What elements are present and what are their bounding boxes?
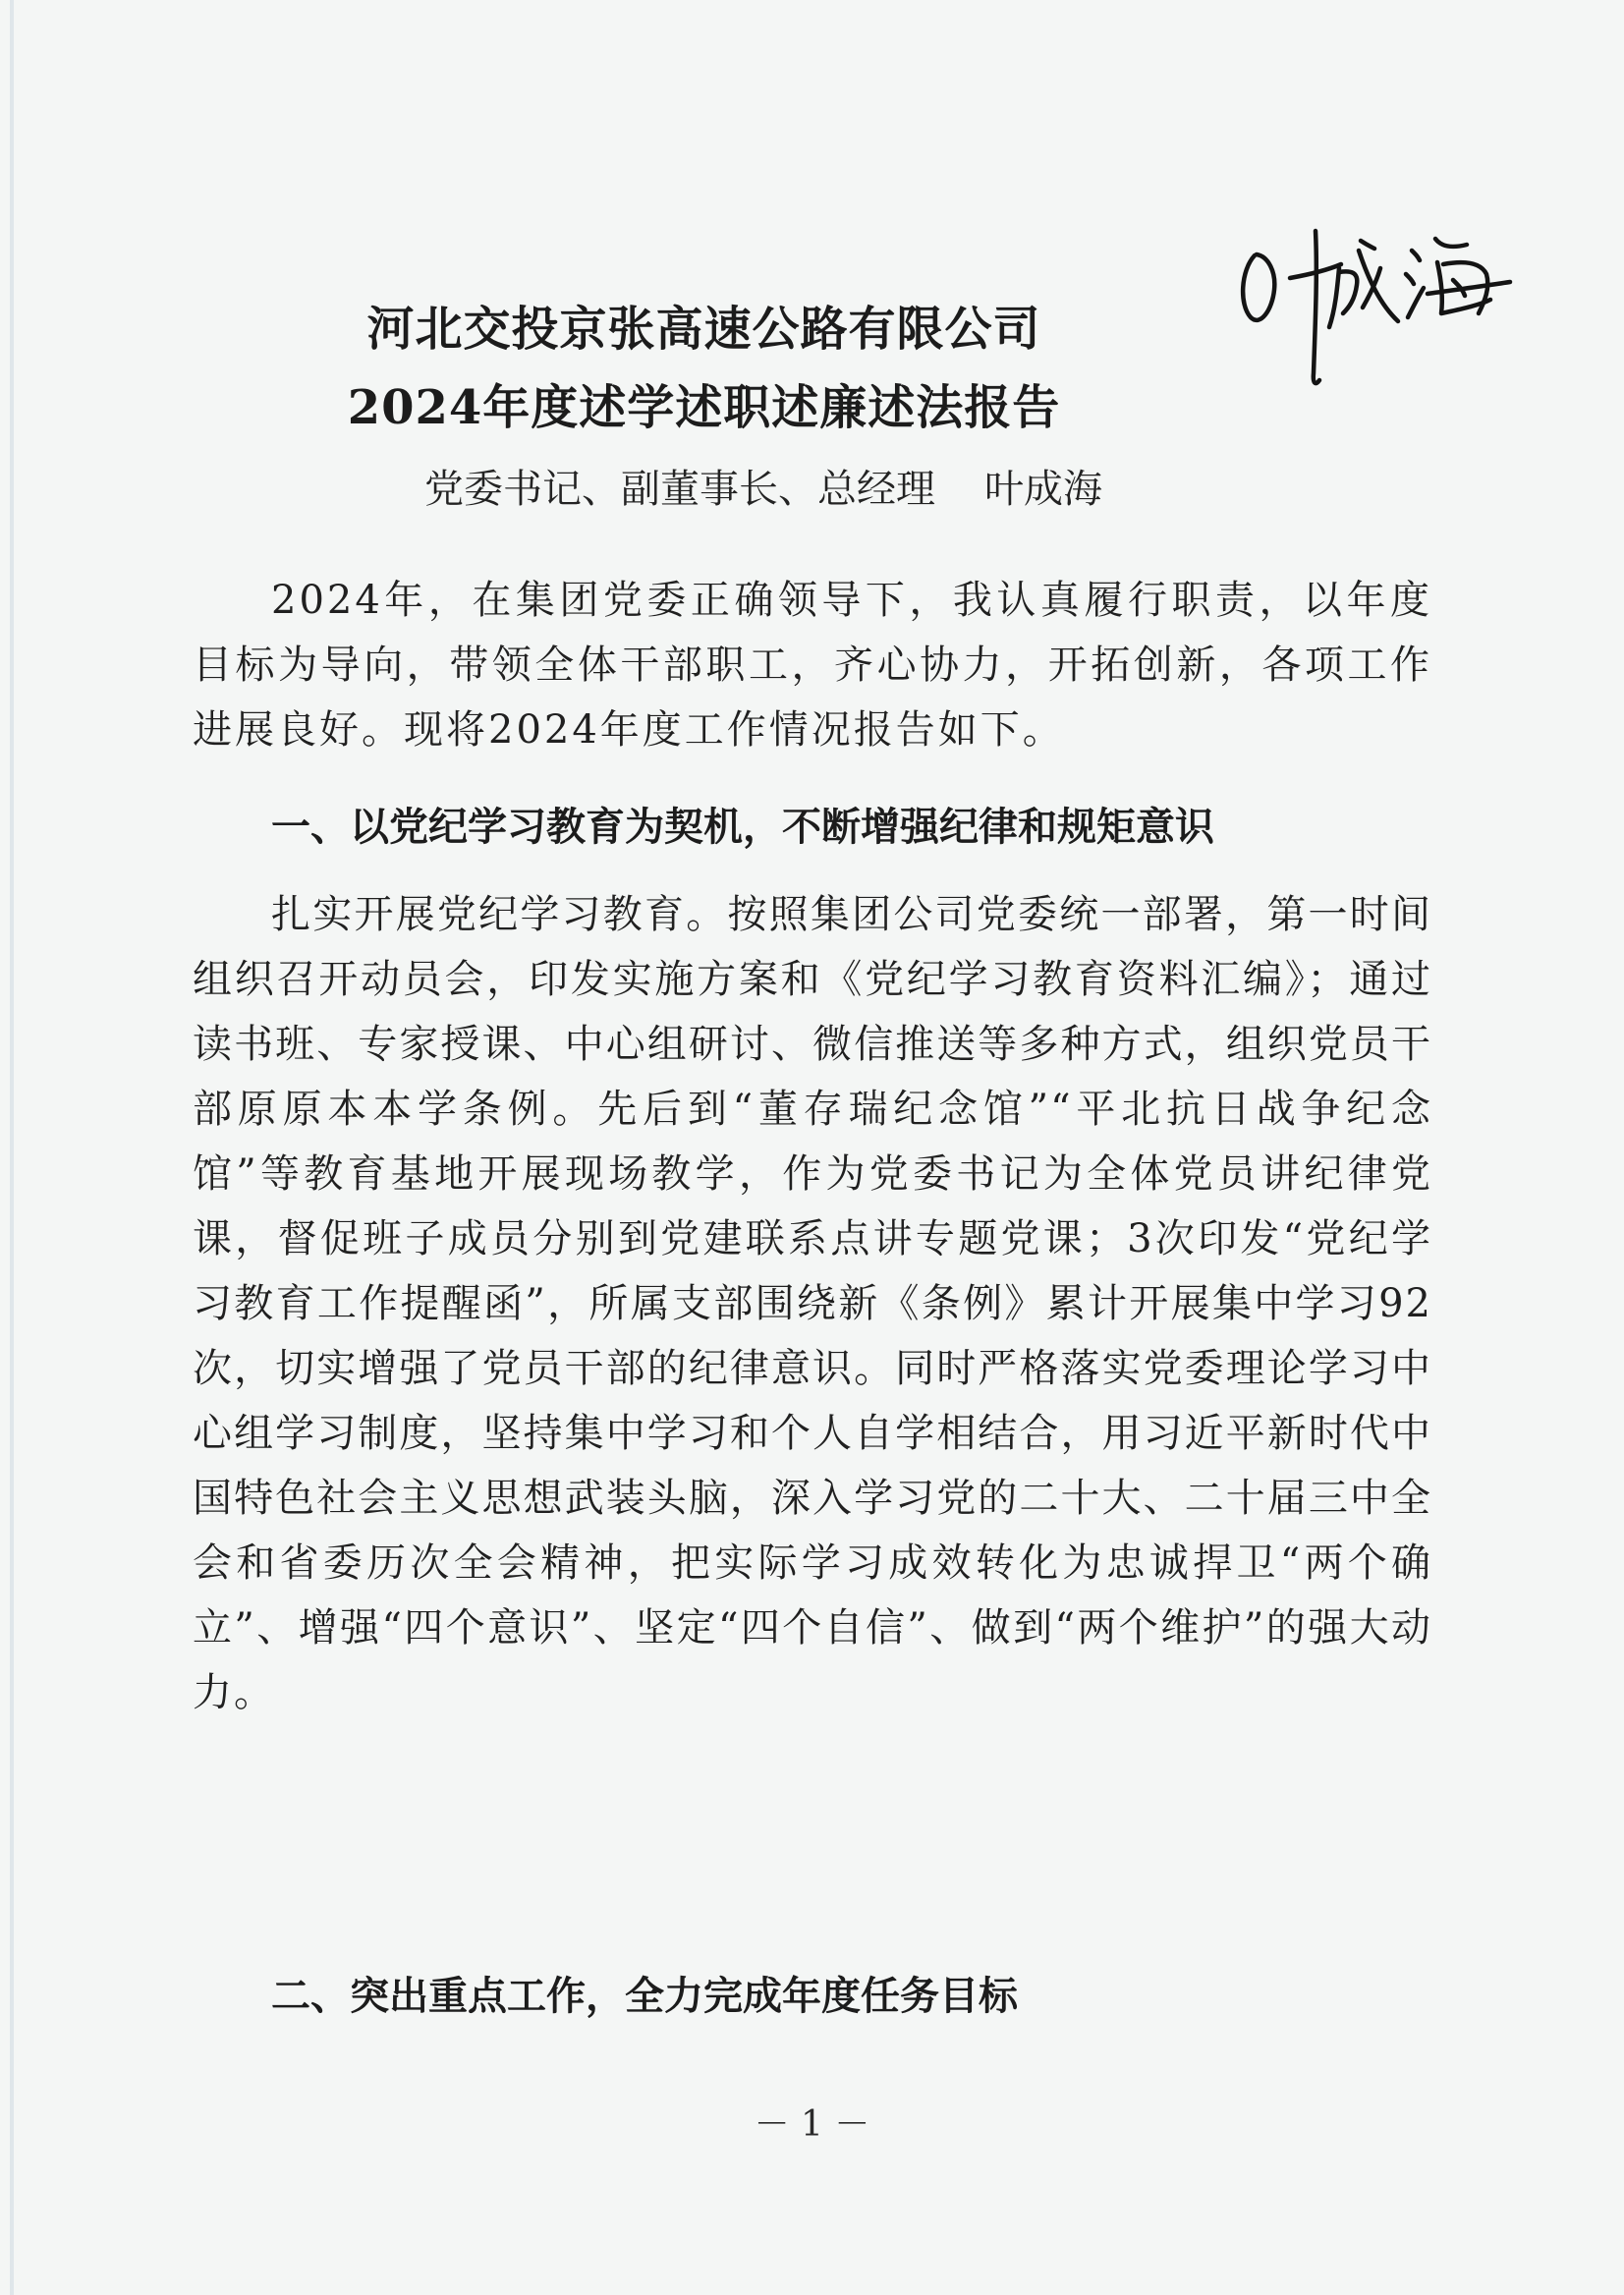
author-name: 叶成海: [984, 467, 1102, 512]
document-title-line1: 河北交投京张高速公路有限公司: [366, 302, 1041, 357]
author-byline: [424, 458, 1102, 514]
section1-paragraph: 扎实开展党纪学习教育。按照集团公司党委统一部署，第一时间组织召开动员会，印发实施方案和《党纪学习教育资料汇编》；通过读书班、专家授课、中心组研讨、微信推送等多种方式，组织党员干部原原本本学条例。先后到“董存瑞纪念馆”“平北抗日战争纪念馆”等教育基地开展现场教学，作为党委书记为全体党员讲纪律党课，督促班子成员分别到党建联系点讲专题党课；3次印发“党纪学习教育工作提醒函”，所属支部围绕新《条例》累计开展集中学习92次，切实增强了党员干部的纪律意识。同时严格落实党委理论学习中心组学习制度，坚持集中学习和个人自学相结合，用习近平新时代中国特色社会主义思想武装头脑，深入学习党的二十大、二十届三中全会和省委历次全会精神，把实际学习成效转化为忠诚捍卫“两个确立”、增强“四个意识”、坚定“四个自信”、做到“两个维护”的强大动力。: [193, 892, 1432, 1715]
intro-paragraph: 2024年，在集团党委正确领导下，我认真履行职责，以年度目标为导向，带领全体干部职工，齐心协力，开拓创新，各项工作进展良好。现将2024年度工作情况报告如下。: [193, 578, 1432, 753]
document-title-line2: 2024年度述学述职述廉述法报告: [347, 380, 1061, 435]
page-number: － 1 －: [754, 2104, 870, 2145]
section-heading-2: 二、突出重点工作，全力完成年度任务目标: [271, 1974, 1018, 2019]
author-role: 党委书记、副董事长、总经理: [424, 467, 935, 512]
section-heading-1: 一、以党纪学习教育为契机，不断增强纪律和规矩意识: [271, 805, 1214, 850]
